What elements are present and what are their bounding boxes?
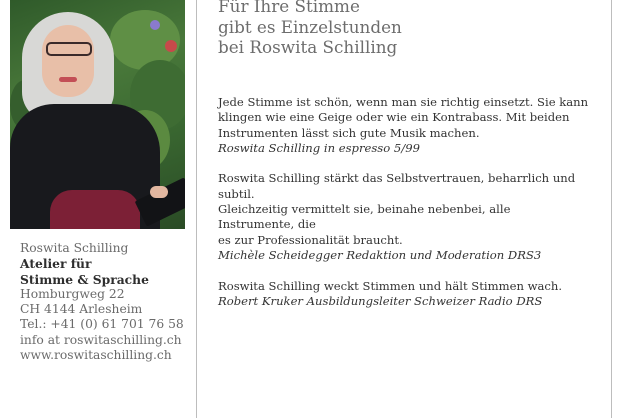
- headline-line: bei Roswita Schilling: [218, 37, 398, 57]
- city-address: CH 4144 Arlesheim: [20, 302, 143, 317]
- testimonials: [218, 95, 590, 324]
- quote-attribution: Michèle Scheidegger Redaktion und Moderation DRS3: [218, 247, 542, 262]
- quote-line: Jede Stimme ist schön, wenn man sie richtig einsetzt. Sie kann: [218, 95, 589, 109]
- quote-line: Gleichzeitig vermittelt sie, beinahe nebenbei, alle Instrumente, die: [218, 202, 511, 232]
- right-border: [611, 0, 612, 418]
- testimonial: [218, 279, 590, 310]
- portrait-photo: [10, 0, 185, 229]
- face: [42, 25, 94, 97]
- column-divider: [196, 0, 197, 418]
- testimonial: [218, 171, 590, 263]
- phone-number: Tel.: +41 (0) 61 701 76 58: [20, 317, 184, 332]
- page-headline: [218, 0, 598, 58]
- atelier-title-line1: Atelier für: [20, 256, 92, 272]
- quote-line: Roswita Schilling weckt Stimmen und hält Stimmen wach.: [218, 278, 563, 293]
- quote-line: Roswita Schilling stärkt das Selbstvertrauen, beharrlich und subtil.: [218, 171, 576, 201]
- contact-name: Roswita Schilling: [20, 241, 129, 255]
- contact-block: [20, 241, 190, 363]
- quote-attribution: Roswita Schilling in espresso 5/99: [218, 140, 420, 155]
- headline-line: Für Ihre Stimme: [218, 0, 360, 16]
- quote-attribution: Robert Kruker Ausbildungsleiter Schweizer Radio DRS: [218, 293, 543, 308]
- quote-line: es zur Professionalität braucht.: [218, 232, 403, 247]
- glasses: [46, 42, 92, 56]
- quote-line: Instrumenten lässt sich gute Musik machen.: [218, 125, 480, 140]
- website-link[interactable]: www.roswitaschilling.ch: [20, 348, 172, 363]
- quote-line: klingen wie eine Geige oder wie ein Kontrabass. Mit beiden: [218, 110, 570, 125]
- atelier-title-line2: Stimme & Sprache: [20, 271, 149, 287]
- headline-line: gibt es Einzelstunden: [218, 16, 402, 37]
- email-address: info at roswitaschilling.ch: [20, 332, 182, 347]
- testimonial: [218, 95, 590, 156]
- street-address: Homburgweg 22: [20, 286, 125, 301]
